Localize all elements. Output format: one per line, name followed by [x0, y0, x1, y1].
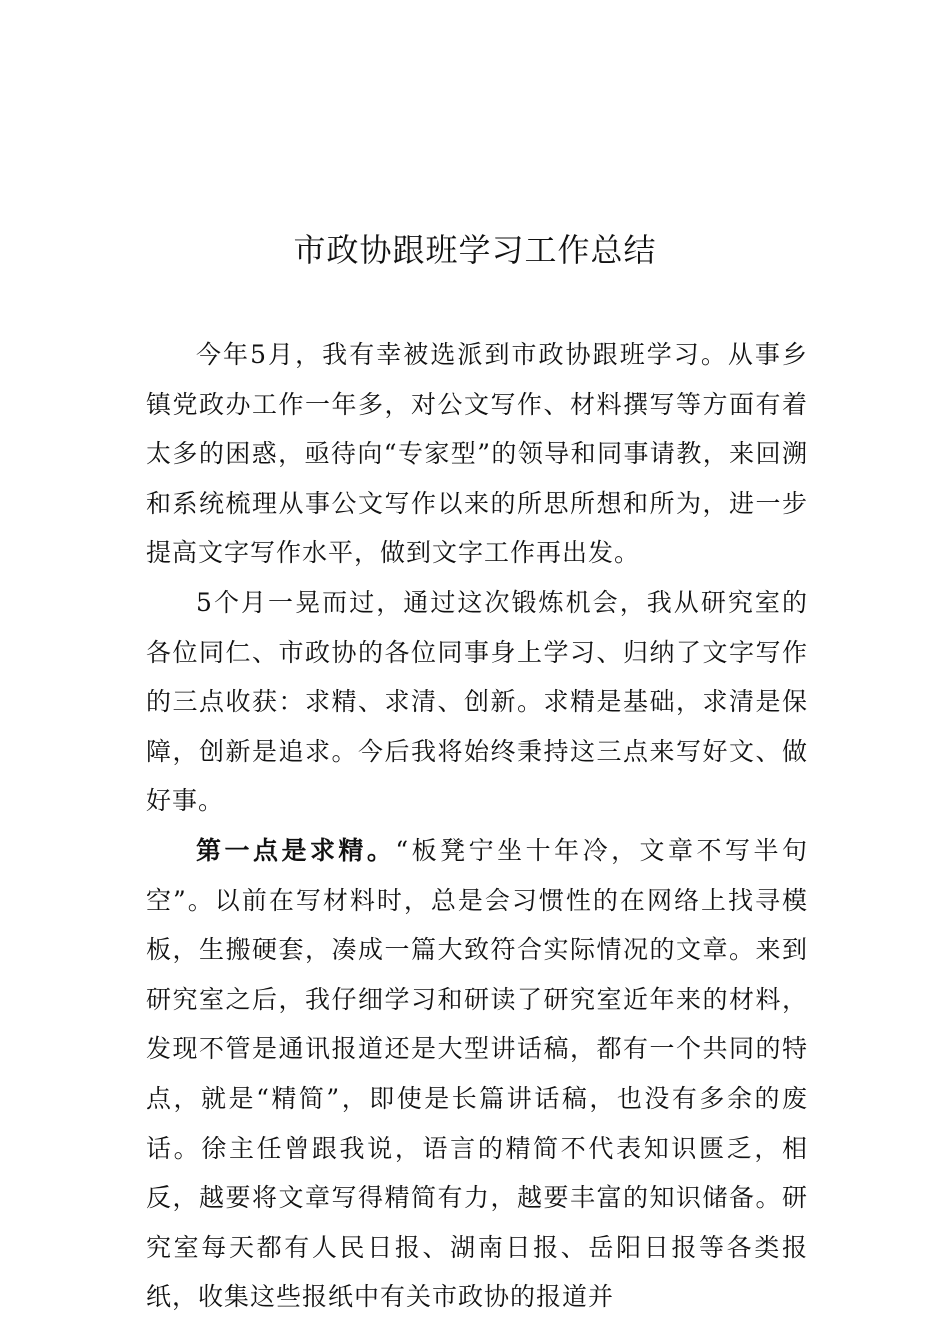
paragraph-3	[146, 826, 808, 1322]
paragraph-3-lead: 第一点是求精。	[196, 835, 396, 865]
paragraph-2-text: 5个月一晃而过，通过这次锻炼机会，我从研究室的各位同仁、市政协的各位同事身上学习、归纳了文字写作的三点收获：求精、求清、创新。求精是基础，求清是保障，创新是追求。今后我将始终秉持这三点来写好文、做好事。	[146, 587, 808, 816]
document-body	[146, 330, 808, 1322]
paragraph-1	[146, 330, 808, 578]
document-title: 市政协跟班学习工作总结	[293, 231, 657, 269]
paragraph-2	[146, 578, 808, 826]
paragraph-3-text: “板凳宁坐十年冷，文章不写半句空”。以前在写材料时，总是会习惯性的在网络上找寻模板，生搬硬套，凑成一篇大致符合实际情况的文章。来到研究室之后，我仔细学习和研读了研究室近年来的材料，发现不管是通讯报道还是大型讲话稿，都有一个共同的特点，就是“精简”，即使是长篇讲话稿，也没有多余的废话。徐主任曾跟我说，语言的精简不代表知识匮乏，相反，越要将文章写得精简有力，越要丰富的知识储备。研究室每天都有人民日报、湖南日报、岳阳日报等各类报纸，收集这些报纸中有关市政协的报道并	[146, 835, 808, 1312]
paragraph-1-text: 今年5月，我有幸被选派到市政协跟班学习。从事乡镇党政办工作一年多，对公文写作、材料撰写等方面有着太多的困惑，亟待向“专家型”的领导和同事请教，来回溯和系统梳理从事公文写作以来的所思所想和所为，进一步提高文字写作水平，做到文字工作再出发。	[146, 340, 808, 568]
